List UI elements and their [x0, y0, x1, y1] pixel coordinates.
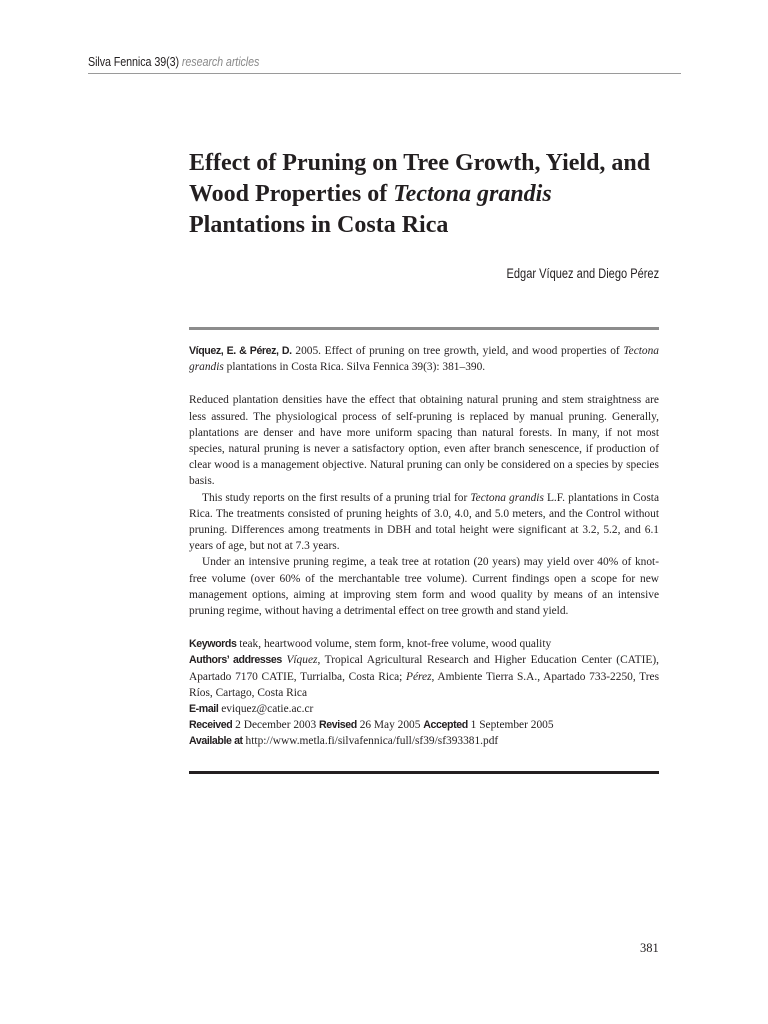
citation	[189, 343, 659, 375]
running-head	[88, 55, 597, 69]
revised-date: 26 May 2005	[356, 719, 424, 732]
address-name-2: Pérez	[406, 670, 432, 683]
available-label: Available at	[189, 735, 243, 748]
keywords-value: teak, heartwood volume, stem form, knot-free volume, wood quality	[236, 638, 552, 651]
spacer	[189, 375, 659, 392]
received-date: 2 December 2003	[232, 719, 319, 732]
abstract-bottom-rule	[189, 771, 659, 774]
citation-text-2: plantations in Costa Rica. Silva Fennica 39(3): 381–390.	[223, 361, 486, 374]
received-label: Received	[189, 719, 233, 732]
addresses-line	[189, 652, 659, 701]
address-name-1: Víquez	[286, 654, 318, 667]
abstract-block	[189, 343, 659, 750]
title-part-2: Plantations in Costa Rica	[189, 212, 449, 238]
section-name: research articles	[181, 55, 260, 69]
header-rule	[88, 73, 681, 74]
p2-text-a: This study reports on the first results of a pruning trial for	[202, 491, 471, 504]
address-text-2: , Ambiente Tierra S.A., Apartado 733-2250, Tres Ríos, Cartago, Costa Rica	[189, 670, 660, 699]
article-title	[189, 148, 669, 241]
address-text-1: , Tropical Agricultural Research and Higher Education Center (CATIE), Apartado 7170 CATIE, Turrialba, Costa Rica;	[189, 654, 659, 683]
keywords-label: Keywords	[189, 638, 237, 651]
abstract-top-rule	[189, 327, 659, 330]
title-species: Tectona grandis	[393, 181, 552, 207]
journal-name: Silva Fennica 39(3)	[88, 55, 179, 69]
p2-text-b: L.F. plantations in Costa Rica. The treatments consisted of pruning heights of 3.0, 4.0, and 5.0 meters, and the Control without pruning. Differences among treatments in DBH and total height were significant at 3.2, 5.2, and 6.1 years of age, but not at 7.3 years.	[189, 491, 659, 553]
title-part-1: Effect of Pruning on Tree Growth, Yield, and Wood Properties of	[189, 150, 651, 207]
accepted-date: 1 September 2005	[467, 719, 554, 732]
abstract-paragraph-1: Reduced plantation densities have the effect that obtaining natural pruning and stem straightness are less assured. The physiological process of self-pruning is replaced by manual pruning. Generally, plantations are denser and have more uniform spacing than natural forests. In many, if not most species, natural pruning is never a satisfactory option, even after branch senescence, if production of clear wood is a management objective. Natural pruning can only be considered on a species by species basis.	[189, 394, 659, 488]
author-line	[360, 266, 659, 281]
addresses-label: Authors’ addresses	[189, 654, 282, 667]
email-line	[189, 701, 659, 717]
revised-label: Revised	[319, 719, 357, 732]
author-names: Edgar Víquez and Diego Pérez	[506, 266, 659, 281]
p2-species: Tectona grandis	[470, 491, 544, 504]
page-number: 381	[640, 941, 659, 955]
available-url[interactable]: http://www.metla.fi/silvafennica/full/sf39/sf393381.pdf	[242, 735, 499, 748]
keywords-line	[189, 636, 659, 652]
accepted-label: Accepted	[423, 719, 468, 732]
available-line	[189, 733, 659, 749]
dates-line	[189, 717, 659, 733]
citation-authors: Víquez, E. & Pérez, D.	[189, 345, 292, 357]
article-metadata	[189, 636, 659, 749]
citation-text-1: 2005. Effect of pruning on tree growth, yield, and wood properties of	[291, 345, 624, 357]
abstract-paragraph-3: Under an intensive pruning regime, a teak tree at rotation (20 years) may yield over 40% of knot-free volume (over 60% of the merchantable tree volume). Current findings open a scope for new management options, aiming at improving stem form and wood quality by means of an intensive pruning regime, without having a detrimental effect on tree growth and stand yield.	[189, 556, 659, 618]
email-value[interactable]: eviquez@catie.ac.cr	[218, 703, 314, 716]
abstract-paragraph-2	[189, 490, 659, 555]
email-label: E-mail	[189, 703, 219, 716]
citation-species: Tectona grandis	[189, 345, 659, 374]
spacer	[189, 619, 659, 636]
